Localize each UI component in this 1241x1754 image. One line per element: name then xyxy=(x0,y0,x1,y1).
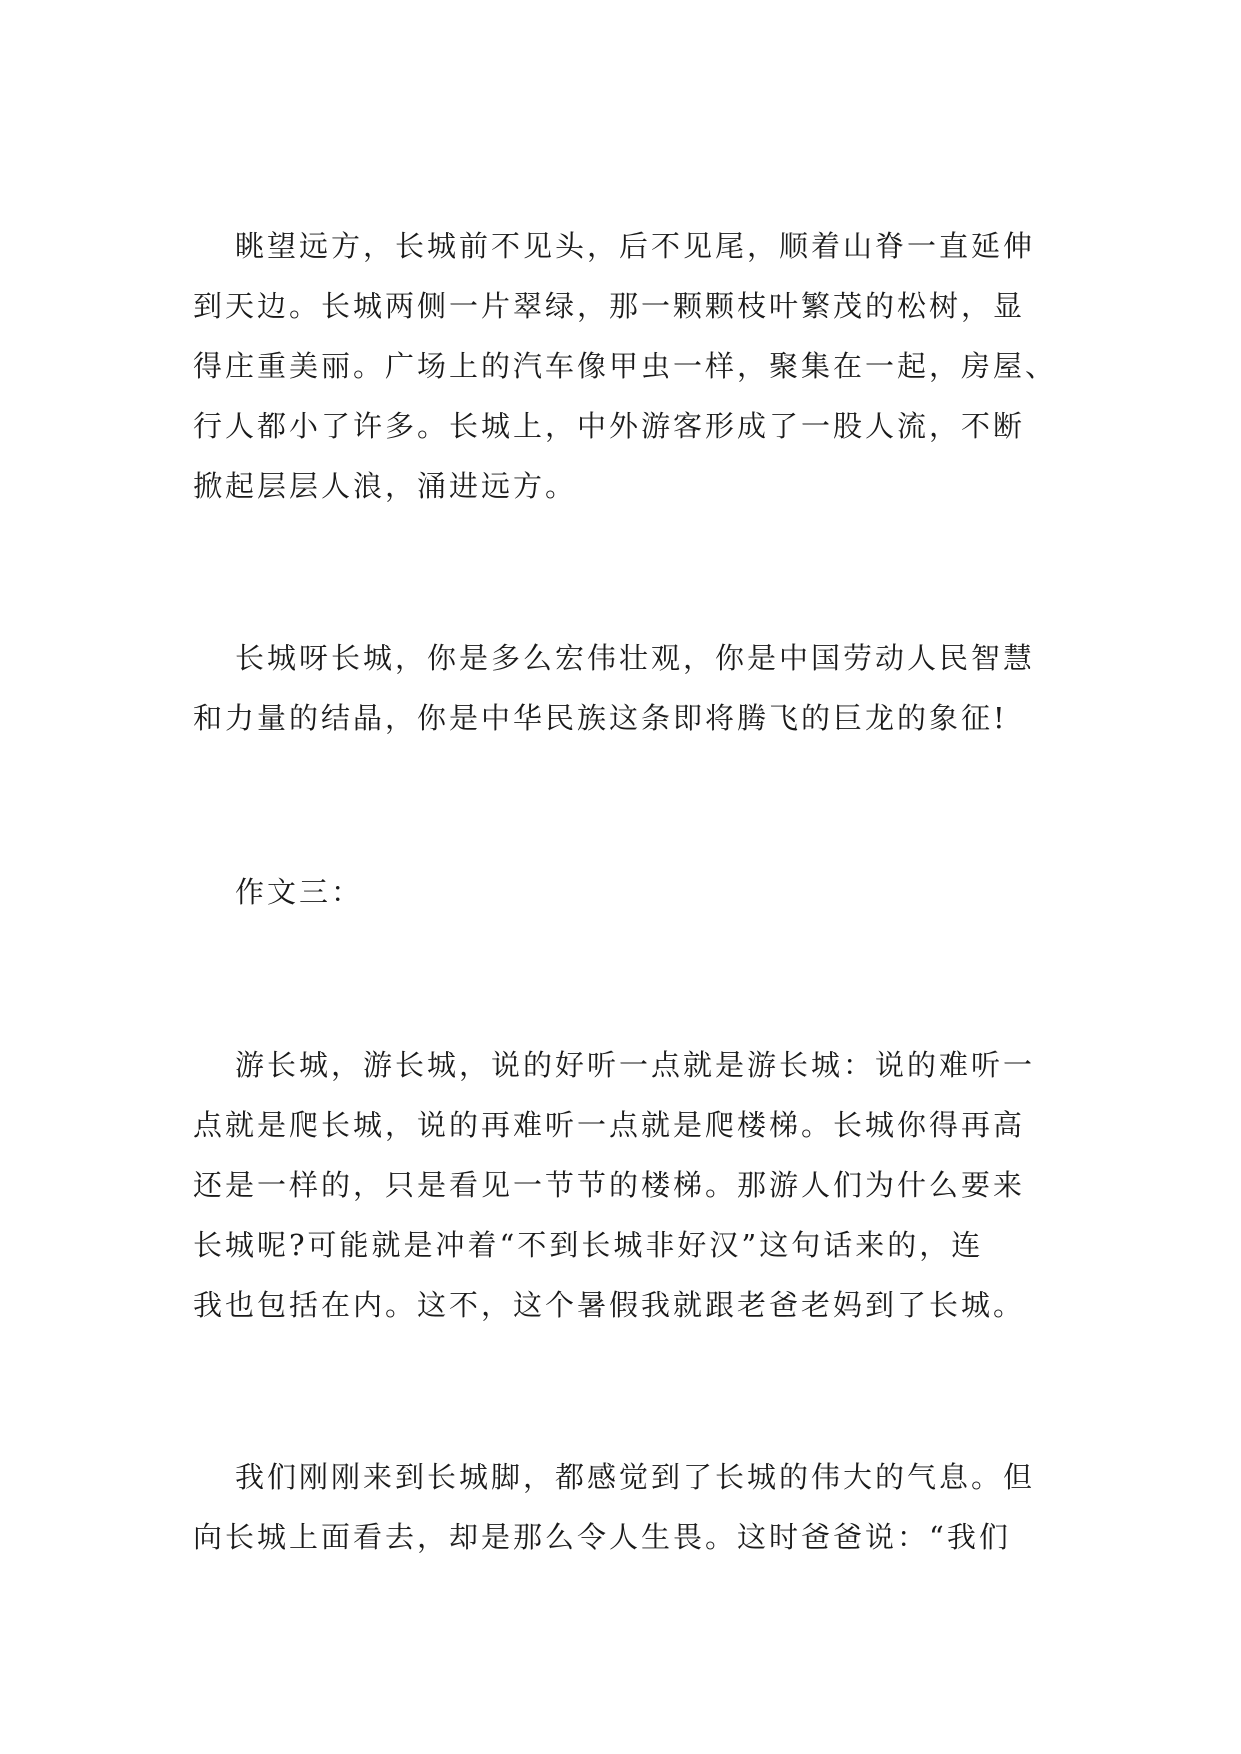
paragraph-great-wall-praise xyxy=(193,628,1063,748)
text-line: 掀起层层人浪，涌进远方。 xyxy=(193,469,578,503)
text-line: 还是一样的，只是看见一节节的楼梯。那游人们为什么要来 xyxy=(193,1168,1026,1202)
text-line: 得庄重美丽。广场上的汽车像甲虫一样，聚集在一起，房屋、 xyxy=(193,349,1058,383)
text-line: 到天边。长城两侧一片翠绿，那一颗颗枝叶繁茂的松树，显 xyxy=(193,289,1026,323)
paragraph-visit-intro xyxy=(193,1035,1063,1335)
text-line: 向长城上面看去，却是那么令人生畏。这时爸爸说：“我们 xyxy=(193,1520,1011,1554)
text-line: 我们刚刚来到长城脚，都感觉到了长城的伟大的气息。但 xyxy=(235,1460,1036,1494)
text-line: 长城呢?可能就是冲着“不到长城非好汉”这句话来的，连 xyxy=(193,1228,984,1262)
essay-title: 作文三： xyxy=(235,875,364,909)
text-line: 行人都小了许多。长城上，中外游客形成了一股人流，不断 xyxy=(193,409,1026,443)
text-line: 和力量的结晶，你是中华民族这条即将腾飞的巨龙的象征! xyxy=(193,701,1008,735)
text-line: 长城呀长城，你是多么宏伟壮观，你是中国劳动人民智慧 xyxy=(235,641,1036,675)
text-line: 我也包括在内。这不，这个暑假我就跟老爸老妈到了长城。 xyxy=(193,1288,1026,1322)
text-line: 点就是爬长城，说的再难听一点就是爬楼梯。长城你得再高 xyxy=(193,1108,1026,1142)
text-line: 眺望远方，长城前不见头，后不见尾，顺着山脊一直延伸 xyxy=(235,229,1036,263)
text-line: 游长城，游长城，说的好听一点就是游长城：说的难听一 xyxy=(235,1048,1036,1082)
paragraph-arrival xyxy=(193,1447,1063,1567)
essay-heading xyxy=(193,862,1063,922)
paragraph-great-wall-view xyxy=(193,216,1063,516)
